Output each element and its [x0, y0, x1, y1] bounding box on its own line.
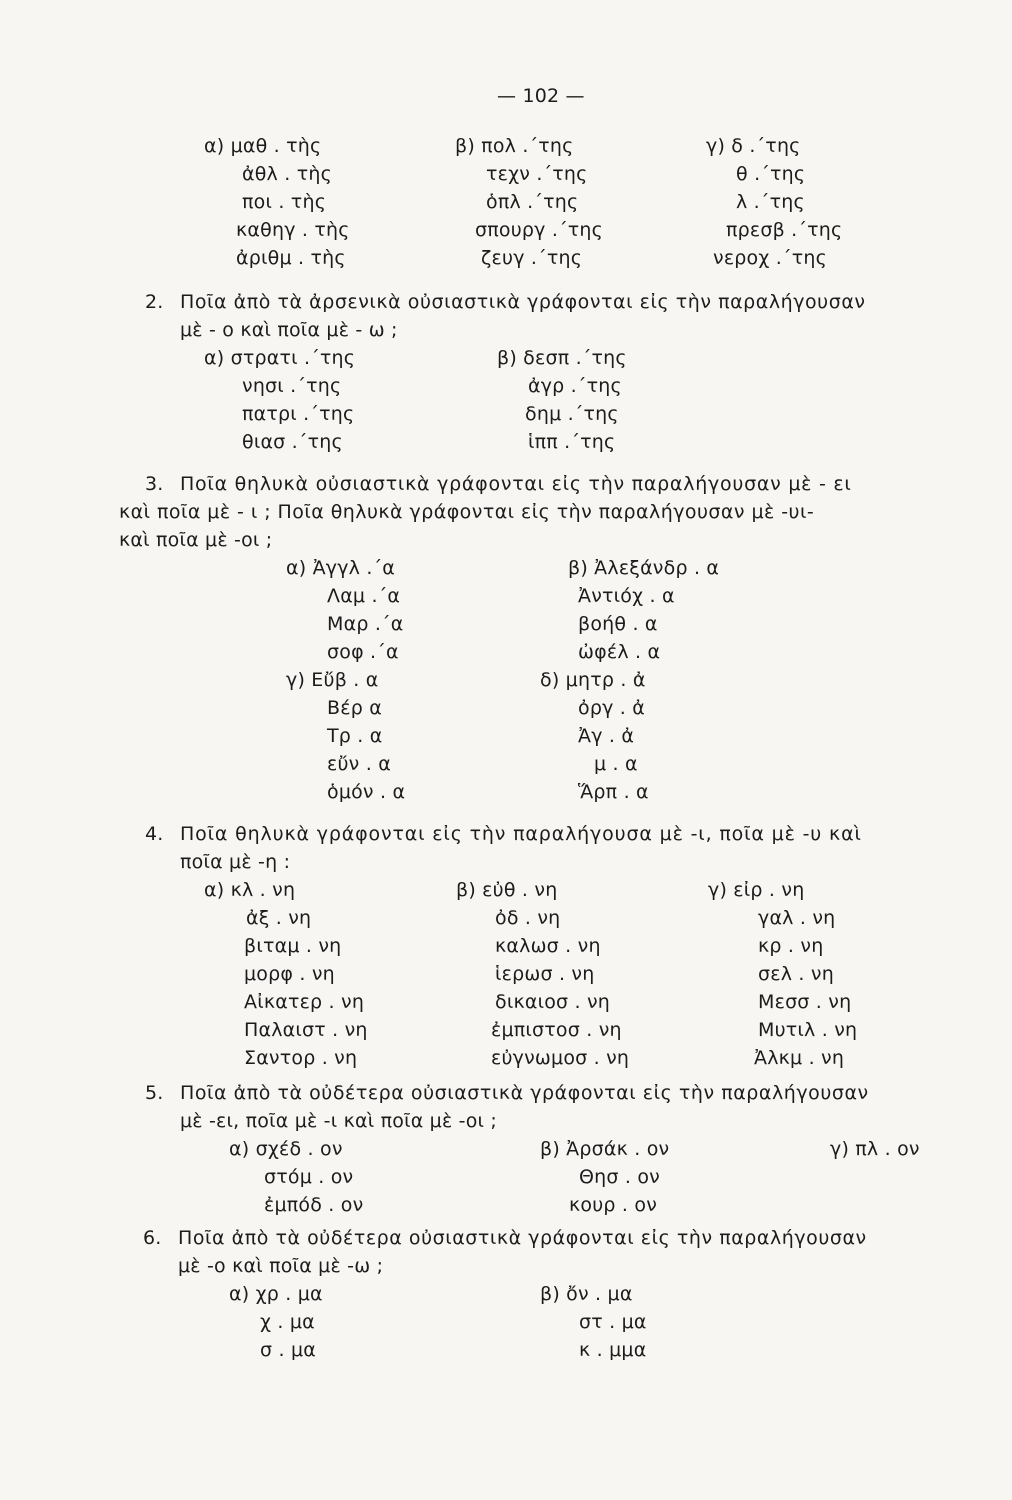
q2-b-3: ἱππ .΄της [528, 431, 616, 453]
q5-b-2: κουρ . ον [569, 1194, 658, 1216]
q3-b-7: μ . α [594, 753, 638, 775]
q5-a-2: ἐμπόδ . ον [264, 1194, 364, 1216]
q3-prompt-line1: Ποῖα θηλυκὰ οὐσιαστικὰ γράφονται εἰς τὴν παραλήγουσαν μὲ - ει [180, 473, 852, 495]
q4-a-3: μορφ . νη [244, 963, 335, 985]
q4-a-6: Σαντορ . νη [244, 1047, 358, 1069]
q4-b-5: ἐμπιστοσ . νη [491, 1019, 622, 1041]
q2-b-0: β) δεσπ .΄της [497, 347, 627, 369]
q3-prompt-line2: καὶ ποῖα μὲ - ι ; Ποῖα θηλυκὰ γράφονται εἰς τὴν παραλήγουσαν μὲ -υι- [119, 501, 815, 523]
q3-b-1: Ἀντιόχ . α [578, 585, 675, 607]
q6-b-0: β) ὄν . μα [540, 1283, 633, 1305]
q4-c-3: σελ . νη [758, 963, 834, 985]
ex1-a-0: α) μαθ . τὴς [204, 135, 322, 157]
ex1-b-4: ζευγ .΄της [481, 247, 583, 269]
ex1-a-3: καθηγ . τὴς [236, 219, 350, 241]
q3-b-2: βοήθ . α [578, 613, 658, 635]
q4-a-2: βιταμ . νη [244, 935, 342, 957]
ex1-b-3: σπουργ .΄της [475, 219, 604, 241]
ex1-c-0: γ) δ .΄της [706, 135, 801, 157]
q3-a-3: σοφ .΄α [327, 641, 399, 663]
q3-prompt-line3: καὶ ποῖα μὲ -οι ; [119, 529, 273, 551]
q5-b-1: Θησ . ον [579, 1166, 660, 1188]
q6-b-2: κ . μμα [579, 1339, 647, 1361]
q2-a-0: α) στρατι .΄της [204, 347, 356, 369]
q4-c-6: Ἀλκμ . νη [754, 1047, 845, 1069]
q4-number: 4. [145, 823, 164, 845]
q6-prompt-line2: μὲ -ο καὶ ποῖα μὲ -ω ; [178, 1255, 384, 1277]
q6-a-1: χ . μα [260, 1311, 315, 1333]
q5-c-0: γ) πλ . ον [830, 1138, 920, 1160]
q3-b-3: ὠφέλ . α [578, 641, 661, 663]
q2-b-1: ἀγρ .΄της [528, 375, 622, 397]
q4-a-5: Παλαιστ . νη [244, 1019, 368, 1041]
ex1-b-1: τεχν .΄της [486, 163, 588, 185]
ex1-c-1: θ .΄της [736, 163, 806, 185]
q3-a-2: Μαρ .΄α [327, 613, 404, 635]
q2-a-1: νησι .΄της [242, 375, 342, 397]
q4-b-1: ὀδ . νη [495, 907, 561, 929]
ex1-a-2: ποι . τὴς [242, 191, 327, 213]
q6-number: 6. [143, 1227, 162, 1249]
q3-b-5: ὀργ . ἀ [578, 697, 645, 719]
ex1-c-2: λ .΄της [736, 191, 805, 213]
q4-c-0: γ) εἰρ . νη [708, 879, 805, 901]
ex1-c-3: πρεσβ .΄της [726, 219, 843, 241]
q5-b-0: β) Ἀρσάκ . ον [540, 1138, 670, 1160]
ex1-a-1: ἀθλ . τὴς [242, 163, 332, 185]
q4-b-4: δικαιοσ . νη [495, 991, 611, 1013]
q3-b-4: δ) μητρ . ἀ [540, 669, 646, 691]
q2-a-3: θιασ .΄της [242, 431, 343, 453]
q3-number: 3. [145, 473, 164, 495]
q3-a-7: εὔν . α [327, 753, 391, 775]
q6-a-0: α) χρ . μα [229, 1283, 323, 1305]
page-number: — 102 — [497, 85, 585, 107]
ex1-a-4: ἀριθμ . τὴς [236, 247, 346, 269]
q2-a-2: πατρι .΄της [242, 403, 355, 425]
q2-prompt-line1: Ποῖα ἀπὸ τὰ ἀρσενικὰ οὐσιαστικὰ γράφονται εἰς τὴν παραλήγουσαν [180, 291, 866, 313]
q4-a-0: α) κλ . νη [204, 879, 296, 901]
q4-b-6: εὐγνωμοσ . νη [491, 1047, 630, 1069]
q3-b-8: Ἅρπ . α [578, 781, 649, 803]
q2-number: 2. [145, 291, 164, 313]
q6-prompt-line1: Ποῖα ἀπὸ τὰ οὐδέτερα οὐσιαστικὰ γράφονται εἰς τὴν παραλήγουσαν [178, 1227, 867, 1249]
q4-b-0: β) εὐθ . νη [456, 879, 558, 901]
q3-a-0: α) Ἀγγλ .΄α [286, 557, 396, 579]
q4-b-2: καλωσ . νη [495, 935, 601, 957]
q4-a-4: Αἰκατερ . νη [244, 991, 365, 1013]
ex1-b-2: ὁπλ .΄της [486, 191, 579, 213]
q3-a-5: Βέρ α [327, 697, 382, 719]
q4-c-5: Μυτιλ . νη [758, 1019, 858, 1041]
q4-prompt-line1: Ποῖα θηλυκὰ γράφονται εἰς τὴν παραλήγουσα μὲ -ι, ποῖα μὲ -υ καὶ [180, 823, 862, 845]
q4-b-3: ἱερωσ . νη [495, 963, 595, 985]
q3-b-0: β) Ἀλεξάνδρ . α [568, 557, 720, 579]
q5-prompt-line2: μὲ -ει, ποῖα μὲ -ι καὶ ποῖα μὲ -οι ; [180, 1110, 498, 1132]
q5-number: 5. [145, 1082, 164, 1104]
q3-a-8: ὁμόν . α [327, 781, 406, 803]
q2-b-2: δημ .΄της [525, 403, 619, 425]
q4-c-1: γαλ . νη [758, 907, 836, 929]
q6-a-2: σ . μα [260, 1339, 316, 1361]
q3-a-6: Τρ . α [327, 725, 383, 747]
q4-a-1: ἀξ . νη [246, 907, 312, 929]
ex1-b-0: β) πολ .΄της [455, 135, 574, 157]
q4-c-2: κρ . νη [758, 935, 824, 957]
q3-b-6: Ἀγ . ἀ [578, 725, 635, 747]
q2-prompt-line2: μὲ - ο καὶ ποῖα μὲ - ω ; [180, 319, 398, 341]
q6-b-1: στ . μα [579, 1311, 647, 1333]
q5-a-1: στόμ . ον [264, 1166, 354, 1188]
q4-prompt-line2: ποῖα μὲ -η : [180, 851, 291, 873]
ex1-c-4: νεροχ .΄της [713, 247, 827, 269]
q5-a-0: α) σχέδ . ον [229, 1138, 343, 1160]
q3-a-4: γ) Εὔβ . α [286, 669, 379, 691]
q5-prompt-line1: Ποῖα ἀπὸ τὰ οὐδέτερα οὐσιαστικὰ γράφονται εἰς τὴν παραλήγουσαν [180, 1082, 869, 1104]
q3-a-1: Λαμ .΄α [327, 585, 401, 607]
q4-c-4: Μεσσ . νη [758, 991, 852, 1013]
